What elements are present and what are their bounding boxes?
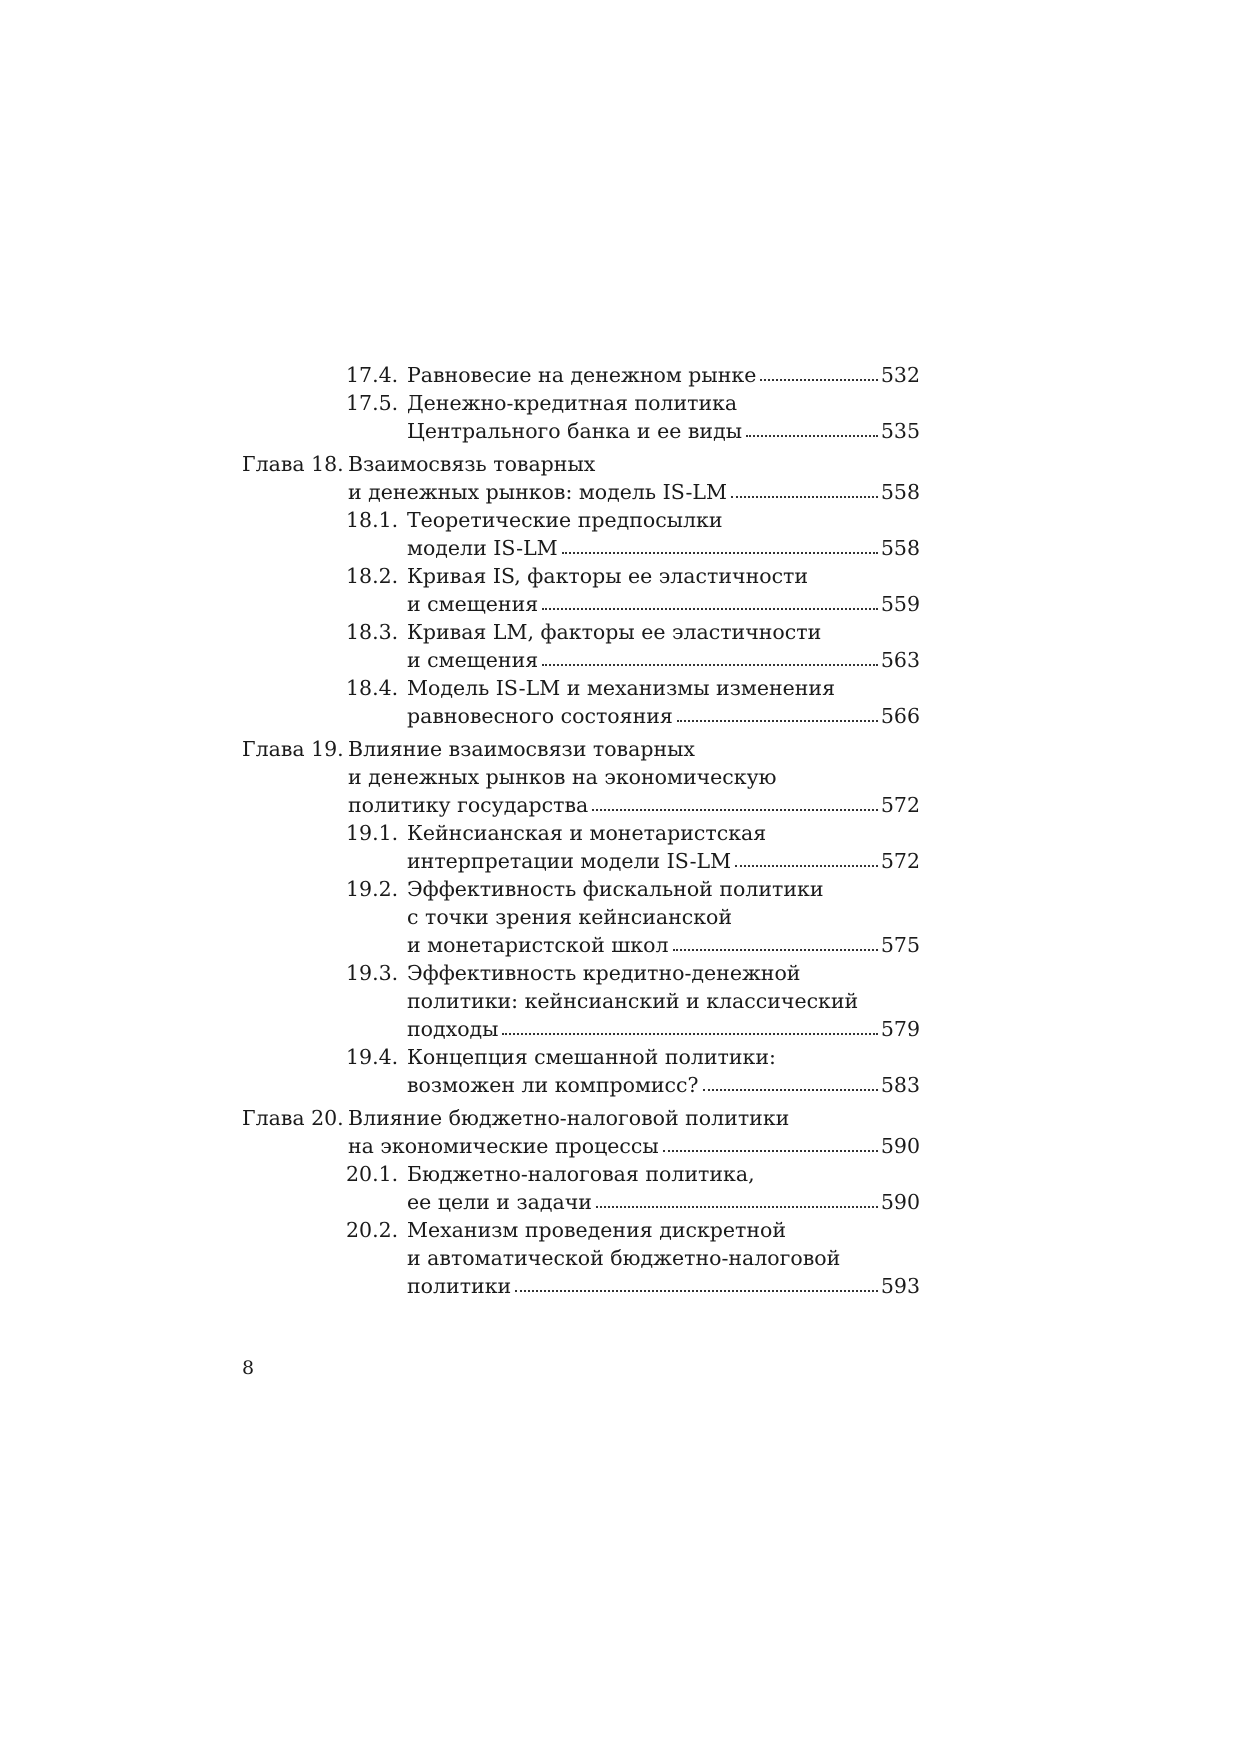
- page-reference: 572: [880, 793, 920, 817]
- chapter-number: Глава 20.: [242, 1106, 344, 1130]
- page-reference: 559: [880, 592, 920, 616]
- page-reference: 579: [880, 1017, 920, 1041]
- toc-section-line: [242, 847, 920, 875]
- toc-section-line: [242, 959, 920, 987]
- toc-section-line: [242, 875, 920, 903]
- page-reference: 593: [880, 1274, 920, 1298]
- dot-leader: [592, 791, 878, 819]
- dot-leader: [703, 1071, 878, 1099]
- dot-leader: [515, 1272, 878, 1300]
- toc-chapter-line: [242, 1132, 920, 1160]
- toc-section-line: [242, 646, 920, 674]
- page-reference: 558: [880, 480, 920, 504]
- dot-leader: [760, 361, 878, 389]
- dot-leader: [596, 1188, 878, 1216]
- section-title: модели IS-LM: [407, 536, 558, 560]
- page-reference: 535: [880, 419, 920, 443]
- chapter-number: Глава 18.: [242, 452, 344, 476]
- section-title: Кривая LM, факторы ее эластичности: [407, 620, 822, 644]
- dot-leader: [735, 847, 878, 875]
- section-title: Центрального банка и ее виды: [407, 419, 743, 443]
- section-title: и автоматической бюджетно-налоговой: [407, 1246, 841, 1270]
- table-of-contents: [242, 361, 920, 1300]
- section-title: и смещения: [407, 648, 539, 672]
- toc-section-line: [242, 1160, 920, 1188]
- toc-section-line: [242, 931, 920, 959]
- page-reference: 572: [880, 849, 920, 873]
- section-title: возможен ли компромисс?: [407, 1073, 699, 1097]
- section-title: Денежно-кредитная политика: [407, 391, 738, 415]
- section-number: 18.2.: [346, 564, 399, 588]
- toc-chapter-line: [242, 450, 920, 478]
- dot-leader: [562, 534, 878, 562]
- page-reference: 590: [880, 1134, 920, 1158]
- page-reference: 532: [880, 363, 920, 387]
- toc-section-line: [242, 361, 920, 389]
- chapter-title: Влияние взаимосвязи товарных: [348, 737, 695, 761]
- toc-section-line: [242, 674, 920, 702]
- section-title: политики: [407, 1274, 512, 1298]
- section-title: Теоретические предпосылки: [407, 508, 723, 532]
- section-number: 19.2.: [346, 877, 399, 901]
- section-title: Модель IS-LM и механизмы изменения: [407, 676, 836, 700]
- section-title: и смещения: [407, 592, 539, 616]
- chapter-number: Глава 19.: [242, 737, 344, 761]
- section-title: политики: кейнсианский и классический: [407, 989, 859, 1013]
- toc-section-line: [242, 1071, 920, 1099]
- dot-leader: [542, 590, 878, 618]
- section-number: 19.3.: [346, 961, 399, 985]
- toc-chapter-line: [242, 763, 920, 791]
- section-number: 20.2.: [346, 1218, 399, 1242]
- section-number: 19.1.: [346, 821, 399, 845]
- dot-leader: [673, 931, 878, 959]
- toc-section-line: [242, 1272, 920, 1300]
- chapter-title: и денежных рынков: модель IS-LM: [348, 480, 728, 504]
- section-title: с точки зрения кейнсианской: [407, 905, 733, 929]
- page-reference: 590: [880, 1190, 920, 1214]
- chapter-title: политику государства: [348, 793, 589, 817]
- section-title: ее цели и задачи: [407, 1190, 592, 1214]
- dot-leader: [731, 478, 878, 506]
- toc-section-line: [242, 1216, 920, 1244]
- page-reference: 575: [880, 933, 920, 957]
- toc-section-line: [242, 389, 920, 417]
- dot-leader: [542, 646, 878, 674]
- section-title: и монетаристской школ: [407, 933, 669, 957]
- section-number: 18.1.: [346, 508, 399, 532]
- toc-section-line: [242, 987, 920, 1015]
- chapter-title: и денежных рынков на экономическую: [348, 765, 777, 789]
- toc-section-line: [242, 506, 920, 534]
- toc-section-line: [242, 1043, 920, 1071]
- toc-section-line: [242, 1244, 920, 1272]
- toc-chapter-line: [242, 791, 920, 819]
- toc-chapter-line: [242, 1104, 920, 1132]
- section-number: 17.5.: [346, 391, 399, 415]
- section-number: 18.4.: [346, 676, 399, 700]
- page-reference: 563: [880, 648, 920, 672]
- toc-section-line: [242, 534, 920, 562]
- toc-section-line: [242, 1015, 920, 1043]
- dot-leader: [746, 417, 878, 445]
- section-title: Бюджетно-налоговая политика,: [407, 1162, 755, 1186]
- chapter-title: на экономические процессы: [348, 1134, 659, 1158]
- page-reference: 558: [880, 536, 920, 560]
- page-number: 8: [242, 1357, 255, 1379]
- toc-chapter-line: [242, 735, 920, 763]
- section-title: Механизм проведения дискретной: [407, 1218, 787, 1242]
- chapter-title: Взаимосвязь товарных: [348, 452, 596, 476]
- section-number: 18.3.: [346, 620, 399, 644]
- section-title: Кейнсианская и монетаристская: [407, 821, 767, 845]
- toc-section-line: [242, 618, 920, 646]
- section-title: Концепция смешанной политики:: [407, 1045, 776, 1069]
- section-title: Эффективность кредитно-денежной: [407, 961, 801, 985]
- toc-section-line: [242, 903, 920, 931]
- section-number: 17.4.: [346, 363, 399, 387]
- section-title: Кривая IS, факторы ее эластичности: [407, 564, 809, 588]
- page-reference: 583: [880, 1073, 920, 1097]
- section-number: 19.4.: [346, 1045, 399, 1069]
- toc-section-line: [242, 417, 920, 445]
- toc-section-line: [242, 702, 920, 730]
- section-title: подходы: [407, 1017, 499, 1041]
- toc-section-line: [242, 1188, 920, 1216]
- toc-section-line: [242, 562, 920, 590]
- section-title: Равновесие на денежном рынке: [407, 363, 757, 387]
- dot-leader: [663, 1132, 878, 1160]
- section-title: Эффективность фискальной политики: [407, 877, 824, 901]
- toc-chapter-line: [242, 478, 920, 506]
- page-reference: 566: [880, 704, 920, 728]
- section-title: интерпретации модели IS-LM: [407, 849, 732, 873]
- chapter-title: Влияние бюджетно-налоговой политики: [348, 1106, 790, 1130]
- section-number: 20.1.: [346, 1162, 399, 1186]
- dot-leader: [677, 702, 878, 730]
- section-title: равновесного состояния: [407, 704, 673, 728]
- dot-leader: [502, 1015, 877, 1043]
- toc-section-line: [242, 819, 920, 847]
- toc-section-line: [242, 590, 920, 618]
